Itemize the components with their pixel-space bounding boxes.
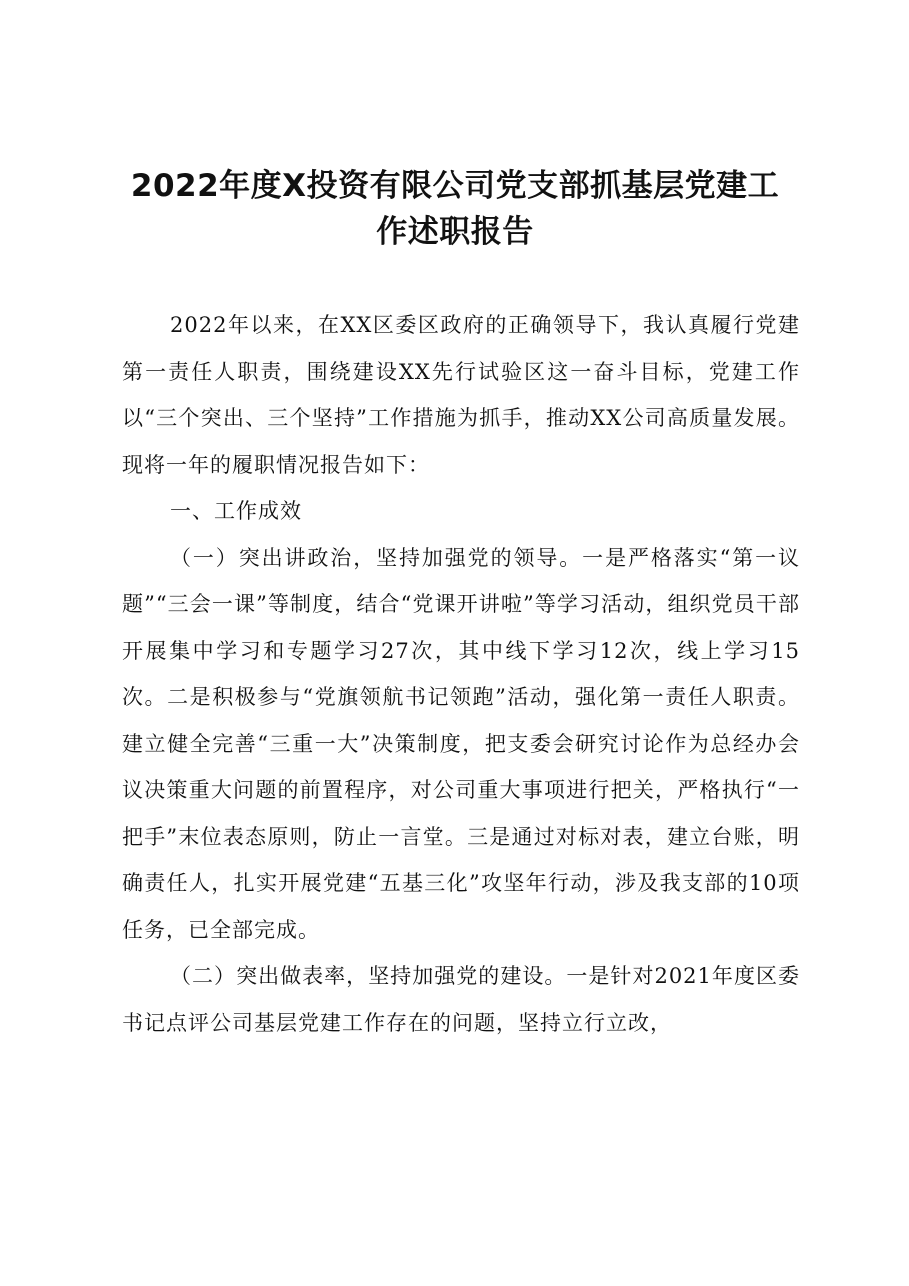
subsection-paragraph-2: （二）突出做表率，坚持加强党的建设。一是针对2021年度区委书记点评公司基层党建工作存在的问题，坚持立行立改， <box>122 964 800 1035</box>
subsection-paragraph-1: （一）突出讲政治，坚持加强党的领导。一是严格落实“第一议题”“三会一课”等制度，结合“党课开讲啦”等学习活动，组织党员干部开展集中学习和专题学习27次，其中线下学习12次，线上学习15次。二是积极参与“党旗领航书记领跑”活动，强化第一责任人职责。建立健全完善“三重一大”决策制度，把支委会研究讨论作为总经办会议决策重大问题的前置程序，对公司重大事项进行把关，严格执行“一把手”末位表态原则，防止一言堂。三是通过对标对表，建立台账，明确责任人，扎实开展党建“五基三化”攻坚年行动，涉及我支部的10项任务，已全部完成。 <box>122 545 800 942</box>
document-body <box>122 302 800 1046</box>
intro-paragraph: 2022年以来，在XX区委区政府的正确领导下，我认真履行党建第一责任人职责，围绕建设XX先行试验区这一奋斗目标，党建工作以“三个突出、三个坚持”工作措施为抓手，推动XX公司高质量发展。现将一年的履职情况报告如下： <box>122 313 800 477</box>
section-heading: 一、工作成效 <box>170 499 302 523</box>
document-title-line1: 2022年度X投资有限公司党支部抓基层党建工 <box>130 168 780 204</box>
document-title-line2: 作述职报告 <box>376 214 534 250</box>
